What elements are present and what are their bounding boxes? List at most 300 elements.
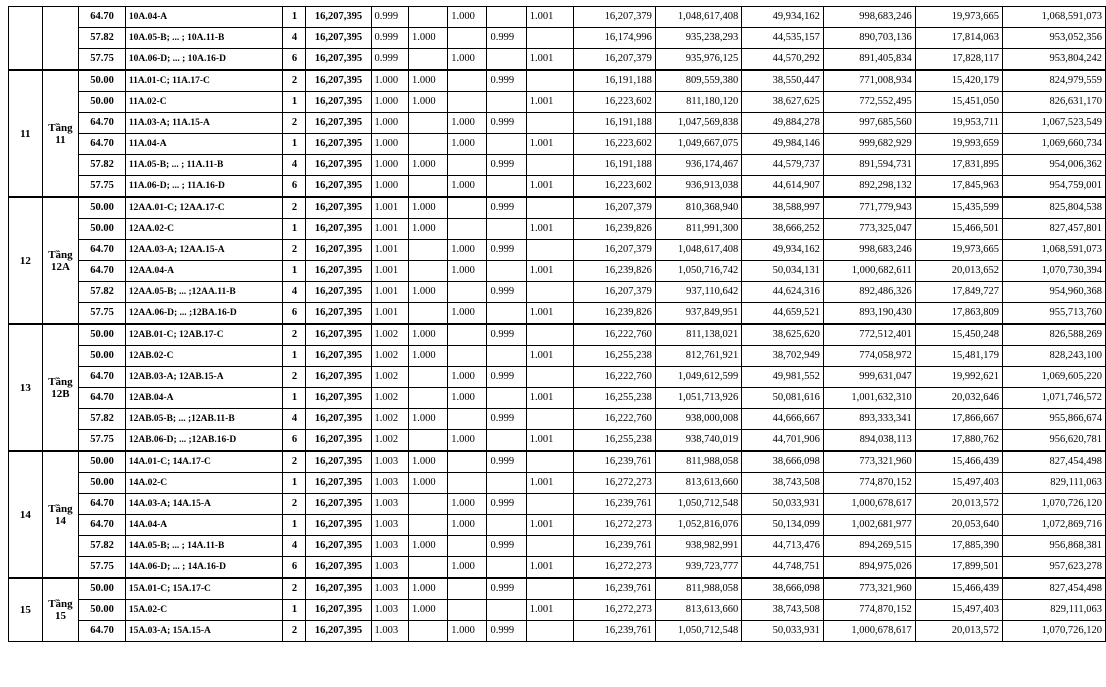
coefficient-5-cell: 1.001 (526, 346, 574, 367)
vat-cell: 50,033,931 (742, 494, 824, 515)
unit-price-cell: 16,222,760 (574, 367, 656, 388)
coefficient-2-cell: 1.000 (408, 70, 447, 92)
vat-cell: 38,625,620 (742, 324, 824, 346)
table-row (9, 473, 1106, 494)
table-row (9, 430, 1106, 452)
grand-total-cell: 956,868,381 (1002, 536, 1105, 557)
floor-coefficient-cell: 1.000 (371, 113, 408, 134)
maintenance-fee-cell: 19,993,659 (915, 134, 1002, 155)
total-price-cell: 1,051,713,926 (655, 388, 741, 409)
base-price-cell: 16,207,395 (306, 261, 371, 282)
price-excl-vat-cell: 771,779,943 (823, 197, 915, 219)
unit-count-cell: 2 (283, 197, 306, 219)
coefficient-3-cell (448, 324, 487, 346)
coefficient-3-cell (448, 197, 487, 219)
unit-count-cell: 1 (283, 134, 306, 155)
unit-price-cell: 16,223,602 (574, 176, 656, 198)
floor-coefficient-cell: 0.999 (371, 49, 408, 71)
area-cell: 57.75 (79, 176, 126, 198)
total-price-cell: 937,110,642 (655, 282, 741, 303)
area-cell: 50.00 (79, 346, 126, 367)
area-cell: 57.75 (79, 49, 126, 71)
total-price-cell: 811,180,120 (655, 92, 741, 113)
area-cell: 64.70 (79, 240, 126, 261)
maintenance-fee-cell: 15,466,501 (915, 219, 1002, 240)
grand-total-cell: 1,072,869,716 (1002, 515, 1105, 536)
price-excl-vat-cell: 890,703,136 (823, 28, 915, 49)
coefficient-5-cell: 1.001 (526, 134, 574, 155)
base-price-cell: 16,207,395 (306, 176, 371, 198)
unit-code-cell: 12AA.06-D; ... ;12BA.16-D (125, 303, 283, 325)
coefficient-2-cell (408, 134, 447, 155)
vat-cell: 38,627,625 (742, 92, 824, 113)
unit-price-cell: 16,239,761 (574, 536, 656, 557)
base-price-cell: 16,207,395 (306, 155, 371, 176)
area-cell: 50.00 (79, 451, 126, 473)
vat-cell: 44,748,751 (742, 557, 824, 579)
table-row (9, 621, 1106, 642)
price-excl-vat-cell: 997,685,560 (823, 113, 915, 134)
unit-count-cell: 2 (283, 113, 306, 134)
coefficient-3-cell: 1.000 (448, 7, 487, 28)
coefficient-5-cell (526, 578, 574, 600)
unit-code-cell: 12AA.04-A (125, 261, 283, 282)
vat-cell: 49,981,552 (742, 367, 824, 388)
coefficient-2-cell: 1.000 (408, 578, 447, 600)
price-excl-vat-cell: 893,190,430 (823, 303, 915, 325)
unit-count-cell: 1 (283, 600, 306, 621)
base-price-cell: 16,207,395 (306, 515, 371, 536)
unit-count-cell: 1 (283, 346, 306, 367)
area-cell: 64.70 (79, 7, 126, 28)
vat-cell: 50,034,131 (742, 261, 824, 282)
unit-price-cell: 16,272,273 (574, 473, 656, 494)
coefficient-4-cell (487, 600, 526, 621)
coefficient-5-cell: 1.001 (526, 303, 574, 325)
unit-price-cell: 16,272,273 (574, 600, 656, 621)
table-row (9, 28, 1106, 49)
coefficient-2-cell (408, 367, 447, 388)
unit-count-cell: 2 (283, 578, 306, 600)
coefficient-5-cell: 1.001 (526, 430, 574, 452)
coefficient-3-cell: 1.000 (448, 49, 487, 71)
coefficient-3-cell: 1.000 (448, 494, 487, 515)
area-cell: 57.75 (79, 303, 126, 325)
price-excl-vat-cell: 998,683,246 (823, 240, 915, 261)
coefficient-4-cell (487, 557, 526, 579)
floor-coefficient-cell: 1.003 (371, 557, 408, 579)
coefficient-5-cell: 1.001 (526, 473, 574, 494)
unit-code-cell: 10A.04-A (125, 7, 283, 28)
coefficient-2-cell (408, 49, 447, 71)
maintenance-fee-cell: 15,497,403 (915, 473, 1002, 494)
table-row (9, 240, 1106, 261)
floor-coefficient-cell: 1.003 (371, 536, 408, 557)
unit-price-cell: 16,239,761 (574, 494, 656, 515)
total-price-cell: 1,050,716,742 (655, 261, 741, 282)
total-price-cell: 811,138,021 (655, 324, 741, 346)
unit-code-cell: 14A.01-C; 14A.17-C (125, 451, 283, 473)
total-price-cell: 809,559,380 (655, 70, 741, 92)
floor-coefficient-cell: 1.002 (371, 388, 408, 409)
maintenance-fee-cell: 17,828,117 (915, 49, 1002, 71)
coefficient-2-cell: 1.000 (408, 409, 447, 430)
price-excl-vat-cell: 1,000,678,617 (823, 494, 915, 515)
unit-code-cell: 11A.04-A (125, 134, 283, 155)
unit-code-cell: 12AA.02-C (125, 219, 283, 240)
vat-cell: 38,702,949 (742, 346, 824, 367)
unit-count-cell: 4 (283, 409, 306, 430)
vat-cell: 44,535,157 (742, 28, 824, 49)
unit-code-cell: 11A.02-C (125, 92, 283, 113)
unit-price-cell: 16,239,761 (574, 451, 656, 473)
coefficient-3-cell: 1.000 (448, 261, 487, 282)
unit-price-cell: 16,272,273 (574, 515, 656, 536)
total-price-cell: 811,988,058 (655, 578, 741, 600)
price-excl-vat-cell: 999,631,047 (823, 367, 915, 388)
unit-count-cell: 4 (283, 28, 306, 49)
vat-cell: 38,588,997 (742, 197, 824, 219)
table-row (9, 557, 1106, 579)
maintenance-fee-cell: 19,973,665 (915, 240, 1002, 261)
price-excl-vat-cell: 772,552,495 (823, 92, 915, 113)
area-cell: 57.82 (79, 155, 126, 176)
base-price-cell: 16,207,395 (306, 346, 371, 367)
coefficient-5-cell (526, 240, 574, 261)
coefficient-2-cell: 1.000 (408, 155, 447, 176)
grand-total-cell: 957,623,278 (1002, 557, 1105, 579)
unit-code-cell: 10A.06-D; ... ; 10A.16-D (125, 49, 283, 71)
floor-number-cell: 12 (9, 197, 43, 324)
area-cell: 64.70 (79, 113, 126, 134)
total-price-cell: 939,723,777 (655, 557, 741, 579)
table-row (9, 494, 1106, 515)
unit-count-cell: 1 (283, 473, 306, 494)
coefficient-5-cell (526, 70, 574, 92)
coefficient-4-cell (487, 346, 526, 367)
coefficient-3-cell: 1.000 (448, 367, 487, 388)
coefficient-4-cell (487, 7, 526, 28)
coefficient-5-cell: 1.001 (526, 515, 574, 536)
maintenance-fee-cell: 17,849,727 (915, 282, 1002, 303)
coefficient-4-cell (487, 176, 526, 198)
unit-count-cell: 6 (283, 430, 306, 452)
coefficient-5-cell: 1.001 (526, 49, 574, 71)
price-excl-vat-cell: 894,269,515 (823, 536, 915, 557)
coefficient-3-cell: 1.000 (448, 113, 487, 134)
total-price-cell: 935,976,125 (655, 49, 741, 71)
unit-code-cell: 14A.05-B; ... ; 14A.11-B (125, 536, 283, 557)
coefficient-5-cell (526, 28, 574, 49)
total-price-cell: 1,048,617,408 (655, 240, 741, 261)
coefficient-3-cell: 1.000 (448, 515, 487, 536)
maintenance-fee-cell: 19,953,711 (915, 113, 1002, 134)
price-excl-vat-cell: 1,000,682,611 (823, 261, 915, 282)
total-price-cell: 1,048,617,408 (655, 7, 741, 28)
grand-total-cell: 1,069,605,220 (1002, 367, 1105, 388)
table-row (9, 70, 1106, 92)
maintenance-fee-cell: 17,885,390 (915, 536, 1002, 557)
total-price-cell: 812,761,921 (655, 346, 741, 367)
maintenance-fee-cell: 20,013,572 (915, 621, 1002, 642)
area-cell: 57.75 (79, 557, 126, 579)
maintenance-fee-cell: 15,420,179 (915, 70, 1002, 92)
coefficient-4-cell: 0.999 (487, 578, 526, 600)
table-row (9, 134, 1106, 155)
base-price-cell: 16,207,395 (306, 367, 371, 388)
table-row (9, 324, 1106, 346)
base-price-cell: 16,207,395 (306, 28, 371, 49)
coefficient-4-cell: 0.999 (487, 197, 526, 219)
coefficient-4-cell: 0.999 (487, 28, 526, 49)
unit-price-cell: 16,222,760 (574, 324, 656, 346)
unit-count-cell: 2 (283, 240, 306, 261)
table-row (9, 92, 1106, 113)
vat-cell: 49,934,162 (742, 7, 824, 28)
base-price-cell: 16,207,395 (306, 92, 371, 113)
total-price-cell: 1,049,612,599 (655, 367, 741, 388)
coefficient-2-cell (408, 113, 447, 134)
grand-total-cell: 1,069,660,734 (1002, 134, 1105, 155)
coefficient-4-cell: 0.999 (487, 155, 526, 176)
base-price-cell: 16,207,395 (306, 282, 371, 303)
coefficient-3-cell (448, 600, 487, 621)
grand-total-cell: 954,006,362 (1002, 155, 1105, 176)
grand-total-cell: 828,243,100 (1002, 346, 1105, 367)
unit-code-cell: 12AB.02-C (125, 346, 283, 367)
total-price-cell: 811,988,058 (655, 451, 741, 473)
vat-cell: 44,713,476 (742, 536, 824, 557)
price-excl-vat-cell: 892,298,132 (823, 176, 915, 198)
table-row (9, 49, 1106, 71)
price-excl-vat-cell: 773,325,047 (823, 219, 915, 240)
vat-cell: 50,081,616 (742, 388, 824, 409)
vat-cell: 38,666,252 (742, 219, 824, 240)
coefficient-2-cell (408, 7, 447, 28)
base-price-cell: 16,207,395 (306, 451, 371, 473)
maintenance-fee-cell: 15,466,439 (915, 451, 1002, 473)
area-cell: 64.70 (79, 494, 126, 515)
vat-cell: 49,984,146 (742, 134, 824, 155)
area-cell: 57.75 (79, 430, 126, 452)
coefficient-2-cell (408, 621, 447, 642)
grand-total-cell: 827,457,801 (1002, 219, 1105, 240)
table-row (9, 282, 1106, 303)
coefficient-2-cell (408, 494, 447, 515)
coefficient-5-cell (526, 494, 574, 515)
total-price-cell: 938,740,019 (655, 430, 741, 452)
price-excl-vat-cell: 892,486,326 (823, 282, 915, 303)
coefficient-3-cell: 1.000 (448, 176, 487, 198)
grand-total-cell: 1,067,523,549 (1002, 113, 1105, 134)
unit-code-cell: 14A.04-A (125, 515, 283, 536)
total-price-cell: 813,613,660 (655, 473, 741, 494)
coefficient-4-cell: 0.999 (487, 240, 526, 261)
base-price-cell: 16,207,395 (306, 557, 371, 579)
price-excl-vat-cell: 772,512,401 (823, 324, 915, 346)
floor-number-cell: 11 (9, 70, 43, 197)
table-row (9, 409, 1106, 430)
unit-price-cell: 16,223,602 (574, 92, 656, 113)
table-row (9, 388, 1106, 409)
grand-total-cell: 826,631,170 (1002, 92, 1105, 113)
vat-cell: 38,666,098 (742, 578, 824, 600)
unit-price-cell: 16,191,188 (574, 113, 656, 134)
price-excl-vat-cell: 999,682,929 (823, 134, 915, 155)
floor-coefficient-cell: 1.002 (371, 324, 408, 346)
floor-coefficient-cell: 1.003 (371, 621, 408, 642)
unit-count-cell: 6 (283, 303, 306, 325)
maintenance-fee-cell: 15,450,248 (915, 324, 1002, 346)
unit-count-cell: 2 (283, 324, 306, 346)
total-price-cell: 1,052,816,076 (655, 515, 741, 536)
total-price-cell: 1,050,712,548 (655, 494, 741, 515)
grand-total-cell: 1,070,726,120 (1002, 621, 1105, 642)
floor-coefficient-cell: 1.003 (371, 473, 408, 494)
area-cell: 50.00 (79, 324, 126, 346)
floor-coefficient-cell: 1.002 (371, 409, 408, 430)
floor-coefficient-cell: 1.002 (371, 346, 408, 367)
unit-price-cell: 16,207,379 (574, 282, 656, 303)
coefficient-2-cell (408, 557, 447, 579)
unit-count-cell: 1 (283, 388, 306, 409)
coefficient-5-cell (526, 451, 574, 473)
base-price-cell: 16,207,395 (306, 219, 371, 240)
base-price-cell: 16,207,395 (306, 578, 371, 600)
area-cell: 64.70 (79, 388, 126, 409)
area-cell: 64.70 (79, 621, 126, 642)
maintenance-fee-cell: 17,880,762 (915, 430, 1002, 452)
coefficient-3-cell: 1.000 (448, 557, 487, 579)
area-cell: 64.70 (79, 261, 126, 282)
price-excl-vat-cell: 771,008,934 (823, 70, 915, 92)
maintenance-fee-cell: 17,814,063 (915, 28, 1002, 49)
maintenance-fee-cell: 17,863,809 (915, 303, 1002, 325)
coefficient-3-cell (448, 155, 487, 176)
coefficient-4-cell: 0.999 (487, 621, 526, 642)
unit-count-cell: 1 (283, 515, 306, 536)
coefficient-4-cell: 0.999 (487, 282, 526, 303)
unit-code-cell: 14A.02-C (125, 473, 283, 494)
coefficient-4-cell: 0.999 (487, 536, 526, 557)
coefficient-5-cell (526, 324, 574, 346)
floor-coefficient-cell: 1.000 (371, 92, 408, 113)
maintenance-fee-cell: 17,899,501 (915, 557, 1002, 579)
table-row (9, 219, 1106, 240)
unit-price-cell: 16,207,379 (574, 7, 656, 28)
total-price-cell: 813,613,660 (655, 600, 741, 621)
coefficient-2-cell: 1.000 (408, 600, 447, 621)
unit-code-cell: 12AB.03-A; 12AB.15-A (125, 367, 283, 388)
unit-code-cell: 12AA.01-C; 12AA.17-C (125, 197, 283, 219)
coefficient-4-cell (487, 515, 526, 536)
coefficient-2-cell (408, 303, 447, 325)
base-price-cell: 16,207,395 (306, 600, 371, 621)
base-price-cell: 16,207,395 (306, 7, 371, 28)
coefficient-2-cell: 1.000 (408, 451, 447, 473)
vat-cell: 44,701,906 (742, 430, 824, 452)
area-cell: 50.00 (79, 92, 126, 113)
grand-total-cell: 1,071,746,572 (1002, 388, 1105, 409)
grand-total-cell: 954,960,368 (1002, 282, 1105, 303)
coefficient-4-cell (487, 388, 526, 409)
unit-count-cell: 2 (283, 621, 306, 642)
area-cell: 50.00 (79, 578, 126, 600)
unit-count-cell: 6 (283, 49, 306, 71)
area-cell: 57.82 (79, 28, 126, 49)
floor-name-cell: Tầng 11 (42, 70, 79, 197)
area-cell: 57.82 (79, 282, 126, 303)
unit-price-cell: 16,222,760 (574, 409, 656, 430)
total-price-cell: 810,368,940 (655, 197, 741, 219)
grand-total-cell: 825,804,538 (1002, 197, 1105, 219)
coefficient-5-cell: 1.001 (526, 388, 574, 409)
area-cell: 64.70 (79, 515, 126, 536)
coefficient-5-cell: 1.001 (526, 7, 574, 28)
table-row (9, 176, 1106, 198)
maintenance-fee-cell: 20,013,652 (915, 261, 1002, 282)
floor-coefficient-cell: 0.999 (371, 7, 408, 28)
base-price-cell: 16,207,395 (306, 49, 371, 71)
coefficient-5-cell: 1.001 (526, 92, 574, 113)
total-price-cell: 938,982,991 (655, 536, 741, 557)
table-row (9, 451, 1106, 473)
table-row (9, 367, 1106, 388)
area-cell: 57.82 (79, 409, 126, 430)
vat-cell: 44,659,521 (742, 303, 824, 325)
unit-price-cell: 16,255,238 (574, 346, 656, 367)
area-cell: 50.00 (79, 600, 126, 621)
unit-price-cell: 16,223,602 (574, 134, 656, 155)
coefficient-3-cell: 1.000 (448, 388, 487, 409)
vat-cell: 49,884,278 (742, 113, 824, 134)
table-row (9, 261, 1106, 282)
floor-coefficient-cell: 1.001 (371, 240, 408, 261)
base-price-cell: 16,207,395 (306, 430, 371, 452)
unit-count-cell: 1 (283, 92, 306, 113)
maintenance-fee-cell: 15,451,050 (915, 92, 1002, 113)
floor-coefficient-cell: 1.003 (371, 600, 408, 621)
unit-code-cell: 12AB.04-A (125, 388, 283, 409)
vat-cell: 38,743,508 (742, 473, 824, 494)
price-excl-vat-cell: 1,001,632,310 (823, 388, 915, 409)
floor-coefficient-cell: 1.001 (371, 197, 408, 219)
unit-count-cell: 4 (283, 536, 306, 557)
maintenance-fee-cell: 20,013,572 (915, 494, 1002, 515)
unit-price-cell: 16,239,826 (574, 303, 656, 325)
coefficient-2-cell (408, 515, 447, 536)
unit-count-cell: 4 (283, 282, 306, 303)
grand-total-cell: 1,068,591,073 (1002, 7, 1105, 28)
coefficient-2-cell (408, 176, 447, 198)
floor-coefficient-cell: 1.003 (371, 578, 408, 600)
table-row (9, 515, 1106, 536)
floor-coefficient-cell: 1.001 (371, 282, 408, 303)
unit-count-cell: 2 (283, 367, 306, 388)
coefficient-3-cell: 1.000 (448, 240, 487, 261)
unit-code-cell: 11A.03-A; 11A.15-A (125, 113, 283, 134)
base-price-cell: 16,207,395 (306, 324, 371, 346)
maintenance-fee-cell: 17,845,963 (915, 176, 1002, 198)
base-price-cell: 16,207,395 (306, 536, 371, 557)
coefficient-3-cell: 1.000 (448, 303, 487, 325)
price-excl-vat-cell: 891,594,731 (823, 155, 915, 176)
floor-coefficient-cell: 1.001 (371, 261, 408, 282)
coefficient-4-cell (487, 261, 526, 282)
unit-code-cell: 12AA.05-B; ... ;12AA.11-B (125, 282, 283, 303)
area-cell: 50.00 (79, 219, 126, 240)
total-price-cell: 936,174,467 (655, 155, 741, 176)
